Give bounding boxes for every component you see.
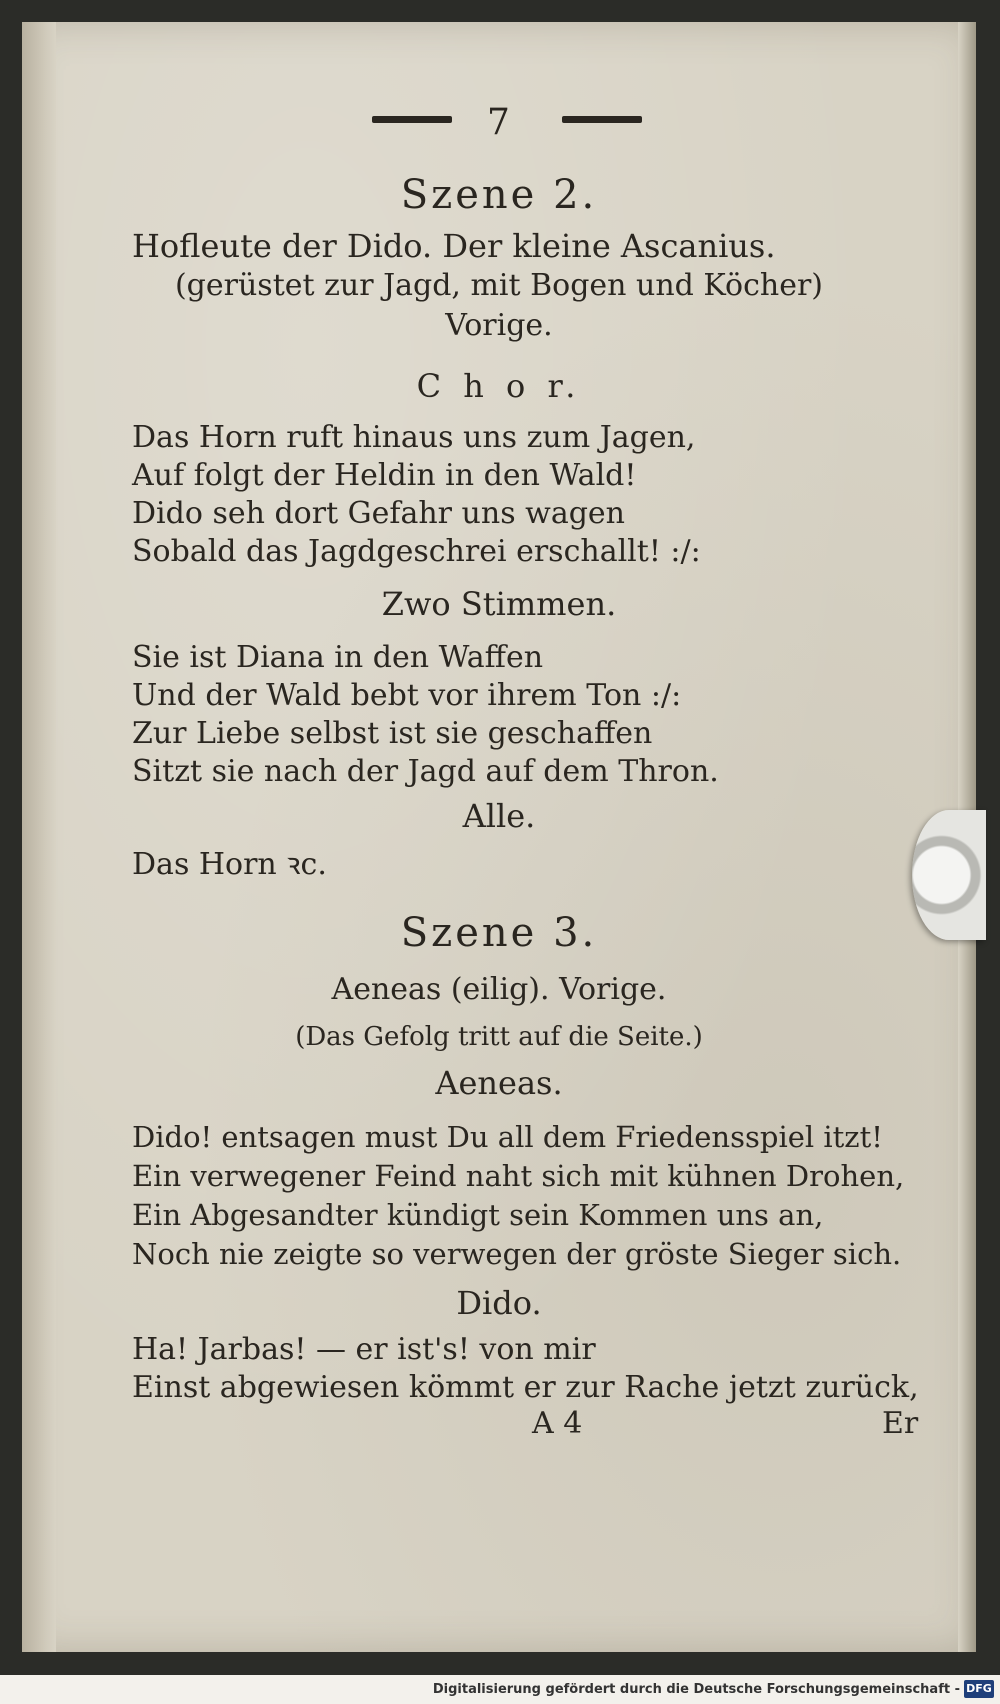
- dido-line: Einst abgewiesen kömmt er zur Rache jetzt zurück,: [132, 1370, 919, 1405]
- scene-3-title: Szene 3.: [400, 910, 598, 956]
- dido-line: Ha! Jarbas! — er ist's! von mir: [132, 1332, 596, 1367]
- chorus-line: Dido seh dort Gefahr uns wagen: [132, 496, 625, 531]
- aeneas-line: Ein verwegener Feind naht sich mit kühnen Drohen,: [132, 1159, 905, 1193]
- book-page: [22, 22, 976, 1652]
- all-label: Alle.: [462, 797, 536, 835]
- aeneas-line: Dido! entsagen must Du all dem Friedensspiel itzt!: [132, 1120, 883, 1154]
- scene-2-cast-line-2: (gerüstet zur Jagd, mit Bogen und Köcher): [174, 268, 824, 303]
- dfg-logo: DFG: [964, 1680, 994, 1698]
- scene-2-cast-line-3: Vorige.: [445, 308, 553, 343]
- chorus-line: Das Horn ruft hinaus uns zum Jagen,: [132, 420, 696, 455]
- aeneas-line: Noch nie zeigte so verwegen der gröste Sieger sich.: [132, 1237, 902, 1271]
- chorus-line: Sobald das Jagdgeschrei erschallt! :/:: [132, 534, 701, 569]
- header-rule-right: [562, 116, 642, 123]
- chorus-line: Auf folgt der Heldin in den Wald!: [132, 458, 637, 493]
- aeneas-line: Ein Abgesandter kündigt sein Kommen uns an,: [132, 1198, 824, 1232]
- catchword: Er: [882, 1406, 919, 1441]
- page-number: 7: [487, 102, 511, 143]
- page-spine: [22, 22, 56, 1652]
- scene-3-cast-line: Aeneas (eilig). Vorige.: [331, 972, 667, 1007]
- aeneas-label: Aeneas.: [435, 1064, 563, 1102]
- two-voices-line: Sie ist Diana in den Waffen: [132, 640, 544, 675]
- signature-mark: A 4: [532, 1406, 583, 1441]
- footer-credit: Digitalisierung gefördert durch die Deutsche Forschungsgemeinschaft -: [432, 1682, 960, 1697]
- footer-bar: [0, 1675, 1000, 1704]
- dido-label: Dido.: [456, 1284, 542, 1322]
- two-voices-line: Zur Liebe selbst ist sie geschaffen: [132, 716, 653, 751]
- all-line: Das Horn ꝛc.: [132, 847, 327, 882]
- page-clip: [912, 810, 986, 940]
- chorus-label: C h o r.: [416, 367, 582, 405]
- scene-2-cast-line-1: Hofleute der Dido. Der kleine Ascanius.: [132, 227, 776, 265]
- two-voices-line: Und der Wald bebt vor ihrem Ton :/:: [132, 678, 682, 713]
- scene-2-title: Szene 2.: [400, 172, 598, 218]
- stage-direction: (Das Gefolg tritt auf die Seite.): [295, 1022, 703, 1052]
- two-voices-line: Sitzt sie nach der Jagd auf dem Thron.: [132, 754, 719, 789]
- two-voices-label: Zwo Stimmen.: [381, 585, 617, 623]
